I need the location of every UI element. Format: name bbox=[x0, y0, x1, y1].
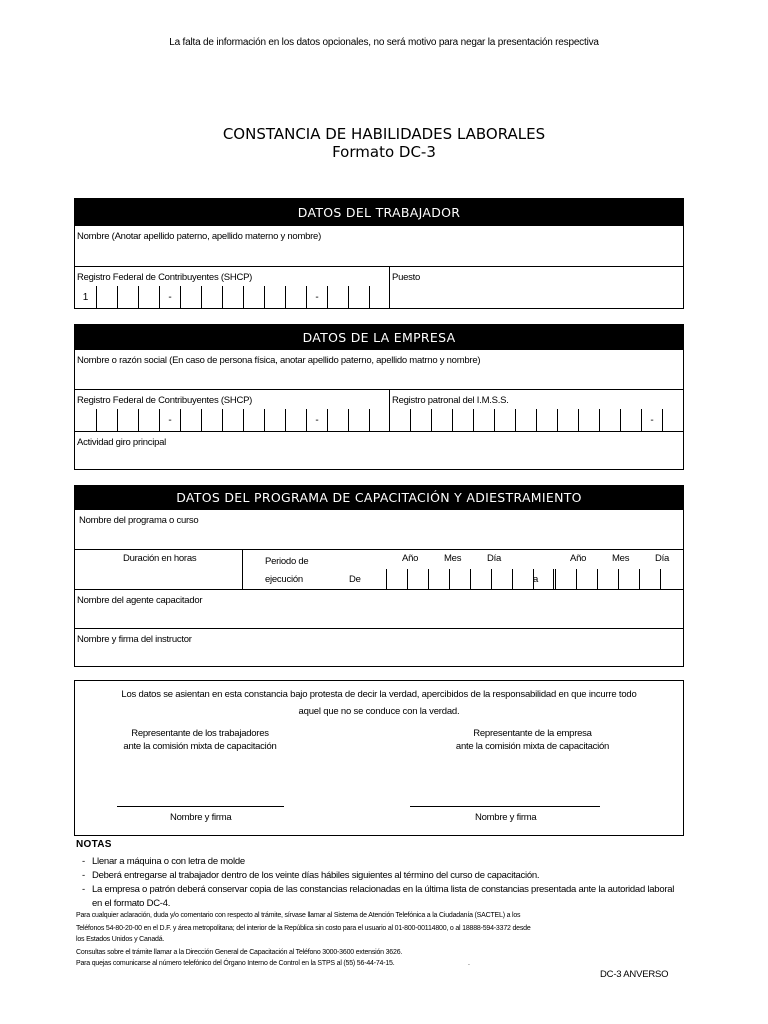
mes-label: Mes bbox=[444, 553, 462, 564]
notas-list bbox=[82, 855, 674, 911]
title-format: Formato DC-3 bbox=[332, 143, 436, 161]
empresa-nombre-field[interactable] bbox=[75, 349, 683, 389]
agente-field[interactable] bbox=[75, 589, 683, 628]
divider bbox=[242, 550, 243, 589]
imss-cell[interactable] bbox=[599, 409, 620, 431]
fine-print-line: Para quejas comunicarse al número telefónico del Órgano Interno de Control en la STPS al (55) 56-44-74-15. bbox=[76, 960, 395, 967]
rfc-cell[interactable] bbox=[264, 409, 285, 431]
imss-cell[interactable] bbox=[431, 409, 452, 431]
fecha-cell[interactable] bbox=[639, 569, 660, 589]
fine-print-line: Teléfonos 54-80-20-00 en el D.F. y área metropolitana; del interior de la República sin costo para el usuario al 01-800-00114800, o al 18888-594-3372 desde bbox=[76, 925, 531, 932]
trabajador-rfc-row bbox=[75, 266, 683, 308]
rfc-cell[interactable] bbox=[285, 409, 306, 431]
rfc-cell[interactable] bbox=[264, 286, 285, 308]
rfc-separator: - bbox=[306, 286, 327, 308]
signature-line-empresa[interactable] bbox=[410, 806, 600, 807]
divider bbox=[389, 267, 390, 308]
rfc-cell[interactable] bbox=[348, 409, 369, 431]
rep-trab-line: Representante de los trabajadores bbox=[131, 728, 269, 739]
imss-label: Registro patronal del I.M.S.S. bbox=[392, 395, 509, 406]
imss-cell[interactable] bbox=[578, 409, 599, 431]
nota-item: - Deberá entregarse al trabajador dentro de los veinte días hábiles siguientes al término del curso de capacitación. bbox=[82, 869, 674, 883]
section-trabajador bbox=[74, 198, 684, 309]
fecha-cell[interactable] bbox=[618, 569, 639, 589]
rfc-cell[interactable] bbox=[201, 286, 222, 308]
instructor-field[interactable] bbox=[75, 628, 683, 666]
rfc-cell[interactable] bbox=[222, 286, 243, 308]
declaration-line: Los datos se asientan en esta constancia bajo protesta de decir la verdad, apercibidos de la responsabilidad en que incurre todo bbox=[121, 689, 637, 700]
a-label: a bbox=[533, 574, 539, 585]
rfc-cell[interactable] bbox=[201, 409, 222, 431]
section-empresa bbox=[74, 324, 684, 470]
page-title bbox=[0, 125, 768, 161]
fecha-cell[interactable] bbox=[470, 569, 491, 589]
mes-label: Mes bbox=[612, 553, 630, 564]
rfc-cell[interactable] bbox=[117, 286, 138, 308]
firma-label: Nombre y firma bbox=[170, 812, 232, 823]
rfc-cell[interactable] bbox=[285, 286, 306, 308]
nota-item: - Llenar a máquina o con letra de molde bbox=[82, 855, 674, 869]
fecha-cell[interactable] bbox=[660, 569, 681, 589]
section-header: DATOS DE LA EMPRESA bbox=[75, 325, 683, 349]
puesto-label: Puesto bbox=[392, 272, 421, 283]
programa-duracion-row bbox=[75, 549, 683, 589]
rfc-separator: - bbox=[159, 286, 180, 308]
duracion-label: Duración en horas bbox=[123, 553, 197, 564]
fecha-cell[interactable] bbox=[597, 569, 618, 589]
rfc-cell[interactable] bbox=[243, 286, 264, 308]
rfc-cell[interactable]: 1 bbox=[82, 291, 89, 303]
fine-print-line: los Estados Unidos y Canadá. bbox=[76, 936, 165, 943]
rfc-cell[interactable] bbox=[138, 409, 159, 431]
empresa-registro-row bbox=[75, 389, 683, 431]
imss-cell[interactable] bbox=[620, 409, 641, 431]
fecha-cell[interactable] bbox=[491, 569, 512, 589]
rfc-cell[interactable] bbox=[180, 286, 201, 308]
rfc-cell[interactable] bbox=[327, 286, 348, 308]
rfc-cells[interactable] bbox=[75, 409, 390, 431]
rfc-cell[interactable] bbox=[243, 409, 264, 431]
rep-emp-line: Representante de la empresa bbox=[473, 728, 592, 739]
ejecucion-label: ejecución bbox=[265, 574, 303, 585]
rep-empresa bbox=[395, 727, 670, 753]
imss-separator: - bbox=[641, 409, 662, 431]
periodo-label: Periodo de bbox=[265, 556, 309, 567]
rfc-cell[interactable] bbox=[138, 286, 159, 308]
fine-print-line: Consultas sobre el trámite llamar a la Dirección General de Capacitación al Teléfono 3000-3600 extensión 3626. bbox=[76, 949, 403, 956]
programa-nombre-field[interactable] bbox=[75, 509, 683, 549]
fecha-cell[interactable] bbox=[555, 569, 576, 589]
nota-item: - La empresa o patrón deberá conservar copia de las constancias relacionadas en la última lista de constancias presentada ante la autoridad laboral bbox=[82, 883, 674, 897]
imss-cell[interactable] bbox=[389, 409, 410, 431]
section-header: DATOS DEL PROGRAMA DE CAPACITACIÓN Y ADIESTRAMIENTO bbox=[75, 486, 683, 509]
fecha-fin-cells[interactable] bbox=[555, 569, 681, 589]
field-label: Actividad giro principal bbox=[77, 437, 167, 448]
fecha-cell[interactable] bbox=[428, 569, 449, 589]
fine-print-dot: . bbox=[468, 960, 470, 967]
imss-cell[interactable] bbox=[494, 409, 515, 431]
imss-cells[interactable] bbox=[389, 409, 683, 431]
rfc-cell[interactable] bbox=[348, 286, 369, 308]
anio-label: Año bbox=[570, 553, 587, 564]
rfc-separator: - bbox=[159, 409, 180, 431]
fecha-inicio-cells[interactable] bbox=[386, 569, 554, 589]
rfc-separator: - bbox=[306, 409, 327, 431]
section-programa bbox=[74, 485, 684, 667]
signature-line-trabajadores[interactable] bbox=[117, 806, 284, 807]
imss-cell[interactable] bbox=[662, 409, 683, 431]
declaration-line: aquel que no se conduce con la verdad. bbox=[298, 706, 460, 717]
fine-print-line: Para cualquier aclaración, duda y/o comentario con respecto al trámite, sírvase llamar al Sistema de Atención Telefónica a la Ciudadanía (SACTEL) a los bbox=[76, 912, 521, 919]
rfc-cells[interactable] bbox=[75, 286, 390, 308]
imss-cell[interactable] bbox=[410, 409, 431, 431]
declaration-text bbox=[75, 686, 683, 720]
imss-cell[interactable] bbox=[452, 409, 473, 431]
rfc-cell[interactable] bbox=[96, 286, 117, 308]
nota-item-continuation: en el formato DC-4. bbox=[92, 898, 171, 909]
empresa-actividad-field[interactable] bbox=[75, 431, 683, 469]
rfc-cell[interactable] bbox=[327, 409, 348, 431]
imss-cell[interactable] bbox=[515, 409, 536, 431]
rep-trabajadores bbox=[75, 727, 325, 753]
firma-label: Nombre y firma bbox=[475, 812, 537, 823]
fecha-cell[interactable] bbox=[386, 569, 407, 589]
rfc-cell[interactable] bbox=[369, 409, 390, 431]
fecha-cell[interactable] bbox=[449, 569, 470, 589]
rfc-cell[interactable] bbox=[222, 409, 243, 431]
field-label: Nombre y firma del instructor bbox=[77, 634, 192, 645]
anio-label: Año bbox=[402, 553, 419, 564]
top-note: La falta de información en los datos opcionales, no será motivo para negar la presentación respectiva bbox=[169, 37, 599, 48]
imss-cell[interactable] bbox=[536, 409, 557, 431]
imss-cell[interactable] bbox=[473, 409, 494, 431]
rep-trab-line: ante la comisión mixta de capacitación bbox=[123, 741, 277, 752]
fecha-cell[interactable] bbox=[512, 569, 533, 589]
imss-cell[interactable] bbox=[557, 409, 578, 431]
field-label: Nombre o razón social (En caso de persona física, anotar apellido paterno, apellido matrno y nombre) bbox=[77, 355, 481, 366]
declaration-box bbox=[74, 680, 684, 836]
rfc-cell[interactable] bbox=[369, 286, 390, 308]
rfc-cell[interactable] bbox=[180, 409, 201, 431]
trabajador-nombre-field[interactable] bbox=[75, 225, 683, 266]
rfc-cell[interactable] bbox=[96, 409, 117, 431]
field-label: Nombre del programa o curso bbox=[79, 515, 199, 526]
dia-label: Día bbox=[655, 553, 670, 564]
form-code: DC-3 ANVERSO bbox=[600, 969, 669, 980]
section-header: DATOS DEL TRABAJADOR bbox=[75, 199, 683, 225]
rep-emp-line: ante la comisión mixta de capacitación bbox=[455, 741, 610, 752]
field-label: Registro Federal de Contribuyentes (SHCP) bbox=[77, 272, 253, 283]
title-main: CONSTANCIA DE HABILIDADES LABORALES bbox=[222, 125, 546, 143]
field-label: Registro Federal de Contribuyentes (SHCP) bbox=[77, 395, 253, 406]
dia-label: Día bbox=[487, 553, 502, 564]
rfc-cell[interactable] bbox=[75, 409, 96, 431]
notas-header: NOTAS bbox=[76, 839, 112, 850]
rfc-cell[interactable] bbox=[117, 409, 138, 431]
field-label: Nombre del agente capacitador bbox=[77, 595, 203, 606]
fecha-cell[interactable] bbox=[407, 569, 428, 589]
fecha-cell[interactable] bbox=[576, 569, 597, 589]
field-label: Nombre (Anotar apellido paterno, apellido materno y nombre) bbox=[77, 231, 321, 242]
de-label: De bbox=[349, 574, 361, 585]
